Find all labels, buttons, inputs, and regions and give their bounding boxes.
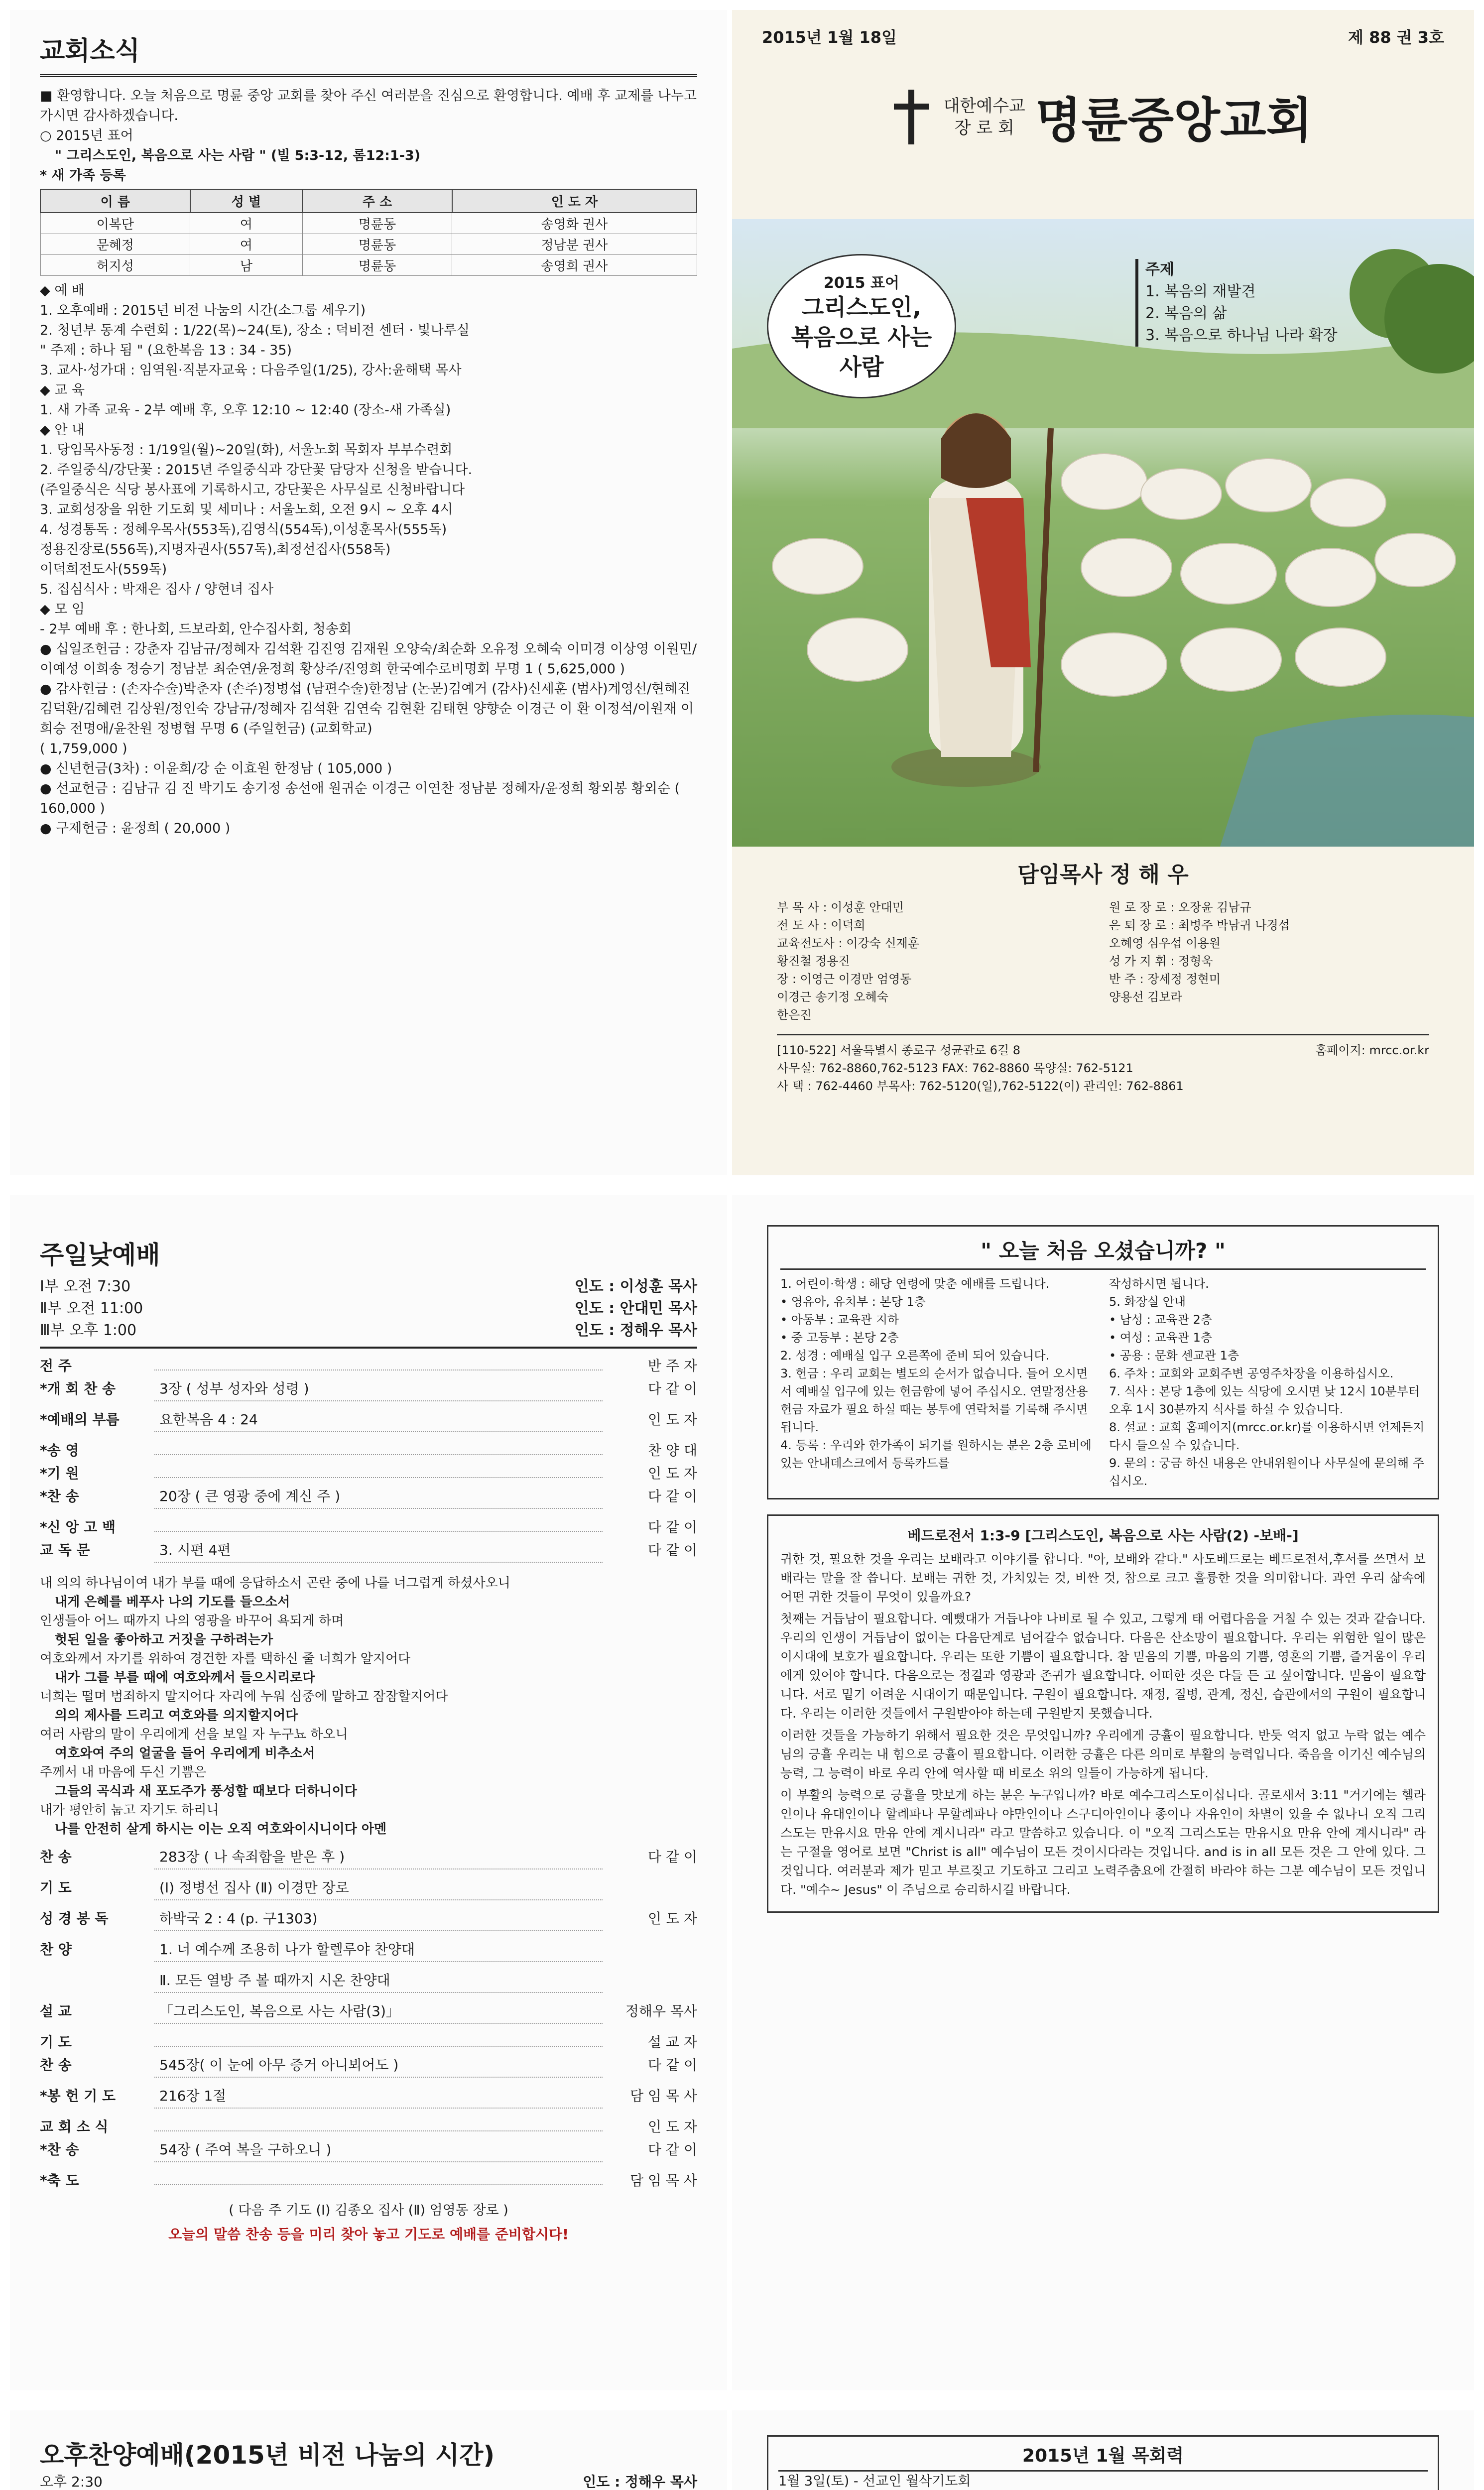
cell: 명륜동 (302, 213, 452, 234)
guide-item: • 중 고등부 : 본당 2층 (780, 1331, 899, 1345)
contact-block (777, 1034, 1429, 1095)
theme-item: 2. 복음의 삶 (1145, 305, 1227, 322)
bulletin-issue: 제 88 권 3호 (1348, 28, 1444, 47)
sunday-service-title: 주일낮예배 (40, 1241, 160, 1269)
newcomer-col-guide: 인 도 자 (452, 189, 697, 213)
guide-item: • 아동부 : 교육관 지하 (780, 1313, 899, 1327)
order-item-detail: (Ⅰ) 정병선 집사 (Ⅱ) 이경만 장로 (154, 1876, 603, 1900)
order-item-label: 찬 송 (40, 1849, 72, 1865)
reading-line: 너희는 떨며 범죄하지 말지어다 자리에 누워 심중에 말하고 잠잠할지어다 (40, 1689, 448, 1704)
church-news-title: 교회소식 (40, 36, 140, 66)
order-item-label: *봉 헌 기 도 (40, 2088, 116, 2104)
news-item: ● 선교헌금 : 김남규 김 진 박기도 송기정 송선애 원귀순 이경근 이연찬 정남분 정혜자/윤정희 황외봉 황외순 ( 160,000 ) (40, 781, 680, 816)
order-of-service (40, 1355, 697, 1570)
service-time: Ⅰ부 오전 7:30 (40, 1278, 131, 1295)
news-item: 1. 오후예배 : 2015년 비전 나눔의 시간(소그룹 세우기) (40, 303, 366, 318)
denomination-top: 대한예수교 (943, 96, 1025, 116)
order-item-leader: 다 같 이 (648, 1488, 697, 1504)
order-item-label: *기 원 (40, 1465, 79, 1482)
order-row (40, 1355, 697, 1377)
order-row (40, 1439, 697, 1462)
denomination (944, 95, 1025, 139)
reading-line: 인생들아 어느 때까지 나의 영광을 바꾸어 욕되게 하며 (40, 1614, 344, 1628)
order-row (40, 2116, 697, 2138)
church-phones: 사무실: 762-8860,762-5123 FAX: 762-8860 목양실: 762-5121 (777, 1061, 1133, 1075)
order-item-leader: 담 임 목 사 (630, 2088, 697, 2104)
order-item-label: 찬 송 (40, 2057, 72, 2073)
order-item-leader: 인 도 자 (648, 2118, 697, 2135)
guide-item: 4. 등록 : 우리와 한가족이 되기를 원하시는 분은 2층 로비에 있는 안내데스크에서 등록카드를 (780, 1438, 1092, 1470)
sheep-icon (1081, 538, 1172, 597)
news-item: 2. 청년부 동계 수련회 : 1/22(목)~24(토), 장소 : 덕비전 센터 · 빛나루실 (40, 323, 470, 338)
order-item-leader (603, 1938, 697, 1969)
reading-line: 주께서 내 마음에 두신 기쁨은 (40, 1765, 207, 1780)
order-item-detail: 3장 ( 성부 성자와 성령 ) (154, 1377, 603, 1401)
panel-church-news (10, 10, 727, 1175)
guide-item: 8. 설교 : 교회 홈페이지(mrcc.or.kr)를 이용하시면 언제든지 다시 들으실 수 있습니다. (1109, 1420, 1425, 1452)
newcomer-col-name: 이 름 (40, 189, 190, 213)
cell: 이복단 (40, 213, 190, 234)
guide-item: 작성하시면 됩니다. (1109, 1277, 1209, 1291)
order-row (40, 1539, 697, 1570)
motto-line-2: 복음으로 사는 (791, 324, 932, 351)
reading-line: 내가 그를 부를 때에 여호와께서 들으시리로다 (55, 1670, 315, 1685)
sheep-icon (807, 618, 908, 682)
staff-item: 부 목 사 : 이성훈 안대민 (777, 900, 904, 914)
order-item-detail: 54장 ( 주여 복을 구하오니 ) (154, 2138, 603, 2162)
bulletin-date: 2015년 1월 18일 (762, 28, 897, 47)
order-item-detail (154, 1516, 603, 1532)
staff-item: 한은진 (777, 1008, 812, 1022)
order-item-detail: 1. 너 예수께 조용히 나가 할렐루야 찬양대 (154, 1938, 603, 1962)
order-item-label: 찬 양 (40, 1941, 72, 1958)
staff-item: 양용선 김보라 (1109, 990, 1182, 1004)
cell: 여 (190, 213, 303, 234)
service-time: Ⅱ부 오전 11:00 (40, 1300, 143, 1317)
news-item: ● 신년헌금(3차) : 이윤희/강 순 이효원 한정남 ( 105,000 ) (40, 761, 392, 776)
sermon-paragraph: 이 부활의 능력으로 긍휼을 맛보게 하는 분은 누구입니까? 바로 예수그리스도이십니다. 골로새서 3:11 "거기에는 헬라인이나 유대인이나 할례파나 무할례파나 야만인이나 스구디아인이나 종이나 자유인이 차별이 있을 수 없나니 오직 그리스도는 만유시요 만유 안에 계시니라" 라고 말씀하고 있습니다. 이 "오직 그리스도는 만유시요 만유 안에 계시니라" 라는 구절을 영어로 보면 "Christ is all" 예수님이 모든 것이시다라는 것입니다. and is in all 모든 것은 그 안에 있다. 그것입니다. 여러분과 제가 믿고 부르짖고 기도하고 그리고 노력주춤요에 간절히 바라야 하는 그분 예수님이 모든 것입니다. "예수~ Jesus" 이 주님으로 승리하시길 바랍니다. (780, 1788, 1426, 1897)
staff-item: 원 로 장 로 : 오장윤 김남규 (1109, 900, 1251, 914)
order-item-label: *개 회 찬 송 (40, 1380, 116, 1397)
cover-header (732, 10, 1474, 48)
reading-line: 내게 은혜를 베푸사 나의 기도를 들으소서 (55, 1595, 290, 1610)
order-item-detail (154, 1355, 603, 1370)
cell: 명륜동 (302, 234, 452, 255)
guide-item: 5. 화장실 안내 (1109, 1295, 1186, 1309)
order-item-detail: 요한복음 4 : 24 (154, 1408, 603, 1432)
theme-item: 3. 복음으로 하나님 나라 확장 (1145, 327, 1338, 344)
news-item: 이덕희전도사(559독) (40, 562, 167, 577)
news-item: ◆ 안 내 (40, 422, 85, 438)
staff-item: 은 퇴 장 로 : 최병주 박남귀 나경섭 (1109, 918, 1290, 932)
shepherd-illustration (732, 219, 1474, 847)
order-item-label: 전 주 (40, 1358, 72, 1374)
news-item: 정용진장로(556독),지명자권사(557독),최정선집사(558독) (40, 542, 391, 557)
order-item-leader: 다 같 이 (648, 1542, 697, 1558)
order-row (40, 2031, 697, 2054)
order-item-leader: 다 같 이 (648, 2057, 697, 2073)
reading-line: 여호와께서 자기를 위하여 경건한 자를 택하신 줄 너희가 알지어다 (40, 1651, 411, 1666)
cell: 송영화 권사 (452, 213, 697, 234)
theme-item: 1. 복음의 재발견 (1145, 283, 1256, 300)
news-item: " 주제 : 하나 됨 " (요한복음 13 : 34 - 35) (40, 343, 292, 358)
order-item-label: 성 경 봉 독 (40, 1910, 109, 1927)
order-item-label: 기 도 (40, 2034, 72, 2050)
order-item-leader: 인 도 자 (648, 1411, 697, 1428)
order-row (40, 1485, 697, 1516)
sheep-icon (1180, 627, 1282, 692)
staff-list (777, 898, 1429, 1024)
sheep-icon (1225, 458, 1312, 512)
guide-item: • 여성 : 교육관 1층 (1109, 1331, 1213, 1345)
afternoon-service-head (40, 2471, 697, 2490)
order-row (40, 2085, 697, 2116)
church-logo (732, 83, 1474, 151)
order-row (40, 1377, 697, 1408)
reading-line: 여러 사람의 말이 우리에게 선을 보일 자 누구뇨 하오니 (40, 1727, 348, 1742)
news-item: ◆ 교 육 (40, 382, 85, 398)
news-item: 2. 주일중식/강단꽃 : 2015년 주일중식과 강단꽃 담당자 신청을 받습니다. (40, 462, 473, 478)
staff-item: 교육전도사 : 이강숙 신재훈 (777, 936, 919, 950)
church-homepage[interactable]: 홈페이지: mrcc.or.kr (1315, 1043, 1429, 1057)
order-item-leader: 다 같 이 (648, 2141, 697, 2158)
guide-item: • 남성 : 교육관 2층 (1109, 1313, 1213, 1327)
staff-item: 전 도 사 : 이덕희 (777, 918, 866, 932)
order-item-leader: 인 도 자 (648, 1910, 697, 1927)
first-visit-columns (780, 1275, 1426, 1490)
first-visit-right (1109, 1275, 1426, 1490)
order-item-leader: 설 교 자 (648, 2034, 697, 2050)
sheep-icon (1140, 468, 1222, 520)
guide-item: • 영유아, 유치부 : 본당 1층 (780, 1295, 926, 1309)
service-leader: 인도 : 이성훈 목사 (574, 1278, 697, 1295)
table-row (40, 213, 697, 234)
senior-pastor: 담임목사 정 해 우 (1017, 862, 1189, 887)
sheep-icon (1310, 478, 1386, 527)
news-item: 1. 당임목사동정 : 1/19일(월)~20일(화), 서울노회 목회자 부부수련회 (40, 442, 453, 458)
guide-item: 9. 문의 : 궁금 하신 내용은 안내위원이나 사무실에 문의해 주십시오. (1109, 1456, 1424, 1488)
calendar-title: 2015년 1월 목회력 (778, 2442, 1428, 2472)
cell: 남 (190, 255, 303, 276)
table-row (40, 234, 697, 255)
guide-item: 1. 어린이·학생 : 해당 연령에 맞춘 예배를 드립니다. (780, 1277, 1050, 1291)
calendar-box (767, 2435, 1439, 2490)
staff-item: 이경근 송기정 오혜숙 (777, 990, 888, 1004)
order-item-leader: 담 임 목 사 (630, 2172, 697, 2189)
news-item: ● 구제헌금 : 윤정희 ( 20,000 ) (40, 821, 231, 836)
guide-item: 3. 헌금 : 우리 교회는 별도의 순서가 없습니다. 들어 오시면서 예배실 입구에 있는 헌금함에 넣어 주십시오. 연말정산용 헌금 자료가 필요 하실 때는 봉투에 연락처를 기록해 주시면 됩니다. (780, 1367, 1088, 1434)
motto-badge (767, 254, 956, 398)
order-item-label: 교 독 문 (40, 1542, 90, 1558)
sheep-icon (772, 538, 864, 595)
staff-block (732, 857, 1474, 1095)
order-item-leader: 정해우 목사 (625, 2003, 697, 2019)
first-visit-box (767, 1225, 1439, 1499)
church-address: [110-522] 서울특별시 종로구 성균관로 6길 8 (777, 1043, 1021, 1057)
order-item-detail: 하박국 2 : 4 (p. 구1303) (154, 1907, 603, 1931)
order-row (40, 2138, 697, 2169)
order-row (40, 2169, 697, 2192)
newcomer-col-sex: 성 별 (190, 189, 303, 213)
order-item-detail (154, 2116, 603, 2131)
order-row (40, 1462, 697, 1485)
order-item-label: 기 도 (40, 1879, 72, 1896)
staff-item: 황진철 정용진 (777, 954, 850, 968)
first-visit-left (780, 1275, 1097, 1490)
reading-line: 여호와여 주의 얼굴을 들어 우리에게 비추소서 (55, 1746, 315, 1761)
sermon-box (767, 1514, 1439, 1913)
order-item-label: *예배의 부름 (40, 1411, 120, 1428)
cross-icon (894, 90, 929, 144)
reading-line: 헛된 일을 좋아하고 거짓을 구하려는가 (55, 1632, 273, 1647)
sermon-title: 베드로전서 1:3-9 [그리스도인, 복음으로 사는 사람(2) -보배-] (907, 1527, 1299, 1544)
panel-calendar-missions (732, 2410, 1474, 2490)
table-row (40, 255, 697, 276)
calendar-list (778, 2472, 1428, 2490)
sheep-icon (1180, 543, 1277, 605)
order-item-leader: 다 같 이 (648, 1380, 697, 1397)
order-item-detail (154, 1439, 603, 1455)
service-time: Ⅲ부 오후 1:00 (40, 1322, 137, 1339)
reading-line: 나를 안전히 살게 하시는 이는 오직 여호와이시니이다 아멘 (55, 1822, 387, 1837)
panel-welcome-sermon (732, 1195, 1474, 2390)
order-item-detail: 「그리스도인, 복음으로 사는 사람(3)」 (154, 2000, 603, 2024)
title-divider (40, 74, 697, 77)
news-item: ● 감사헌금 : (손자수술)박춘자 (손주)정병섭 (남편수술)한정남 (논문)김예거 (감사)신세훈 (범사)계영선/현혜진 김덕환/김혜련 김상원/정인숙 강남규/정혜자 김석환 김연숙 김현환 김태현 양향순 이경근 이 환 이정석/이원재 이희승 전명애/윤찬원 정병협 무명 6 (주일헌금) (교회학교) (40, 681, 694, 737)
order-row (40, 1938, 697, 1969)
order-item-label: 교 회 소 식 (40, 2118, 109, 2135)
sermon-text (780, 1550, 1426, 1899)
preparation-notice: 오늘의 말씀 찬송 등을 미리 찾아 놓고 기도로 예배를 준비합시다! (168, 2226, 569, 2242)
order-item-label: *신 앙 고 백 (40, 1519, 116, 1535)
motto-year: 2015 표어 (824, 274, 899, 292)
cell: 문혜정 (40, 234, 190, 255)
news-item: 1. 새 가족 교육 - 2부 예배 후, 오후 12:10 ~ 12:40 (장소-새 가족실) (40, 402, 451, 418)
theme-block (1135, 259, 1338, 347)
order-row (40, 2054, 697, 2085)
sermon-paragraph: 첫째는 거듭남이 필요합니다. 예뻤대가 거듭나야 나비로 될 수 있고, 그렇게 태 어렵다음을 거칠 수 있는 것과 같습니다. 우리의 인생이 거듭남이 없이는 다음단계로 넘어갈수 없습니다. 다음은 산소망이 필요합니다. 우리는 위험한 일이 많은 이시대에 보호가 필요합니다. 우리는 또한 기쁨이 필요합니다. 참 믿음의 기쁨, 마음의 기쁨, 영혼의 기쁨, 즐거움이 우리에게 있어야 합니다. 다음으로는 정결과 영광과 존귀가 필요합니다. 어떠한 것은 다들 든 고 싶어합니다. 믿음이 필요합니다. 서로 밑기 어려운 시대이기 때문입니다. 구원이 필요합니다. 재정, 질병, 관계, 정신, 습관에서의 구원이 필요합니다. 우리는 이러한 것들에서 구원받아야 하는데 구원받지 못했습니다. (780, 1612, 1426, 1721)
order-item-leader: 다 같 이 (648, 1849, 697, 1865)
first-visit-title: " 오늘 처음 오셨습니까? " (780, 1235, 1426, 1270)
order-item-leader: 다 같 이 (648, 1519, 697, 1535)
order-item-detail: 20장 ( 큰 영광 중에 계신 주 ) (154, 1485, 603, 1509)
news-item: (주일중식은 식당 봉사표에 기록하시고, 강단꽃은 사무실로 신청바랍니다 (40, 482, 465, 498)
order-item-detail (154, 2169, 603, 2185)
news-item: ● 십일조헌금 : 강춘자 김남규/정혜자 김석환 김진영 김재원 오양숙/최순화 오유정 오혜숙 이미경 이상영 이원민/이예성 이희송 정승기 정남분 최순연/윤정희 황상주/진영희 한국예수로비명회 무명 1 ( 5,625,000 ) (40, 641, 697, 677)
panel-afternoon-wednesday (10, 2410, 727, 2490)
cell: 허지성 (40, 255, 190, 276)
afternoon-leader: 인도 : 정해우 목사 (583, 2474, 697, 2490)
order-row (40, 1846, 697, 1876)
newcomer-title: * 새 가족 등록 (40, 168, 126, 183)
service-leader: 인도 : 안대민 목사 (574, 1300, 697, 1317)
year-motto-text: " 그리스도인, 복음으로 사는 사람 " (빌 5:3-12, 롬12:1-3) (55, 148, 421, 163)
order-item-detail: 283장 ( 나 속죄함을 받은 후 ) (154, 1846, 603, 1869)
order-item-leader: 반 주 자 (648, 1358, 697, 1374)
news-list (40, 281, 697, 839)
theme-title: 주제 (1145, 261, 1174, 278)
news-item: ◆ 예 배 (40, 283, 85, 298)
service-leader: 인도 : 정해우 목사 (574, 1322, 697, 1339)
year-motto-title: ○ 2015년 표어 (40, 128, 133, 143)
order-item-label: *송 영 (40, 1442, 79, 1459)
next-week-prayer: ( 다음 주 기도 (Ⅰ) 김종오 집사 (Ⅱ) 엄영동 장로 ) (229, 2203, 508, 2218)
sermon-paragraph: 이러한 것들을 가능하기 위해서 필요한 것은 무엇입니까? 우리에게 긍휼이 필요합니다. 반듯 억지 없고 누락 없는 예수님의 긍휼 우리는 내 힘으로 긍휼이 필요합니다. 이러한 긍휼은 다른 의미로 부활의 능력입니다. 죽음을 이기신 예수님의 능력, 그 능력이 바로 우리 안에 역사할 때 비로소 위의 일들이 가능하게 됩니다. (780, 1728, 1426, 1780)
panel-cover (732, 10, 1474, 1175)
church-name: 명륜중앙교회 (1035, 92, 1313, 148)
order-row (40, 1907, 697, 1938)
order-item-label (40, 1969, 154, 2000)
guide-item: 7. 식사 : 본당 1층에 있는 식당에 오시면 낮 12시 10분부터 오후 1시 30분까지 식사를 하실 수 있습니다. (1109, 1384, 1420, 1416)
sheep-icon (1374, 533, 1456, 587)
staff-item: 성 가 지 휘 : 정형욱 (1109, 954, 1213, 968)
news-item: ( 1,759,000 ) (40, 741, 127, 756)
afternoon-service-title: 오후찬양예배(2015년 비전 나눔의 시간) (40, 2441, 495, 2470)
order-item-detail (154, 2031, 603, 2047)
sheep-icon (1061, 632, 1167, 697)
order-item-label: *찬 송 (40, 1488, 79, 1504)
order-row (40, 1516, 697, 1539)
guide-item: 2. 성경 : 예배실 입구 오른쪽에 준비 되어 있습니다. (780, 1349, 1050, 1363)
sermon-paragraph: 귀한 것, 필요한 것을 우리는 보배라고 이야기를 합니다. "아, 보배와 같다." 사도베드로는 베드로전서,후서를 쓰면서 보배라는 말을 잘 씁니다. 보배는 귀한 것, 가치있는 것, 비싼 것, 참으로 크고 훌륭한 것을 의미합니다. 과연 우리 삶속에 어떤 귀한 것들이 무엇이 있을까요? (780, 1552, 1426, 1604)
order-item-leader: 인 도 자 (648, 1465, 697, 1482)
order-row (40, 1876, 697, 1907)
sheep-icon (1061, 453, 1147, 510)
cell: 명륜동 (302, 255, 452, 276)
newcomer-col-address: 주 소 (302, 189, 452, 213)
cell: 정남분 권사 (452, 234, 697, 255)
order-item-label: *축 도 (40, 2172, 79, 2189)
responsive-reading (40, 1574, 697, 1839)
order-row (40, 1408, 697, 1439)
reading-line: 그들의 곡식과 새 포도주가 풍성할 때보다 더하니이다 (55, 1784, 357, 1799)
news-item: ◆ 모 임 (40, 602, 85, 617)
sheep-icon (1285, 548, 1376, 607)
news-item: 4. 성경통독 : 정혜우목사(553독),김영식(554독),이성훈목사(555독) (40, 522, 447, 537)
news-item: - 2부 예배 후 : 한나회, 드보라회, 안수집사회, 청송회 (40, 622, 352, 637)
panel-sunday-service (10, 1195, 727, 2390)
motto-line-3: 사람 (839, 354, 884, 380)
order-item-detail: 545장( 이 눈에 아무 증거 아니뵈어도 ) (154, 2054, 603, 2078)
cell: 여 (190, 234, 303, 255)
staff-item: 반 주 : 장세정 정현미 (1109, 972, 1221, 986)
service-times (40, 1276, 697, 1349)
order-item-label: 설 교 (40, 2003, 72, 2019)
order-item-detail: 216장 1절 (154, 2085, 603, 2109)
calendar-item: 1월 3일(토) - 선교인 월삭기도회 (778, 2474, 971, 2489)
guide-item: • 공용 : 문화 센교관 1층 (1109, 1349, 1239, 1363)
order-item-detail: 3. 시편 4편 (154, 1539, 603, 1563)
news-item: 5. 집심식사 : 박재은 집사 / 양현녀 집사 (40, 582, 274, 597)
staff-item: 오혜영 심우섭 이용원 (1109, 936, 1221, 950)
staff-item: 장 : 이영근 이경만 엄영동 (777, 972, 912, 986)
order-item-leader: 찬 양 대 (648, 1442, 697, 1459)
welcome-text: ■ 환영합니다. 오늘 처음으로 명륜 중앙 교회를 찾아 주신 여러분을 진심으로 환영합니다. 예배 후 교제를 나누고 가시면 감사하겠습니다. (40, 88, 697, 124)
reading-line: 내 의의 하나님이여 내가 부를 때에 응답하소서 곤란 중에 나를 너그럽게 하셨사오니 (40, 1576, 510, 1591)
sheep-icon (1295, 627, 1386, 687)
order-row (40, 1969, 697, 2000)
reading-line: 의의 제사를 드리고 여호와를 의지할지어다 (55, 1708, 298, 1723)
news-item: 3. 교사·성가대 : 임역원·직분자교육 : 다음주일(1/25), 강사:윤해택 목사 (40, 363, 462, 378)
order-item-detail: Ⅱ. 모든 열방 주 볼 때까지 시온 찬양대 (154, 1969, 603, 1993)
reading-line: 내가 평안히 눕고 자기도 하리니 (40, 1803, 219, 1818)
order-item-detail (154, 1462, 603, 1478)
afternoon-time: 오후 2:30 (40, 2474, 103, 2490)
order-item-leader (603, 1969, 697, 2000)
order-row (40, 2000, 697, 2031)
church-phones-2: 사 택 : 762-4460 부목사: 762-5120(일),762-5122(이) 관리인: 762-8861 (777, 1079, 1184, 1093)
order-of-service-2 (40, 1846, 697, 2192)
guide-item: 6. 주차 : 교회와 교회주변 공영주차장을 이용하십시오. (1109, 1367, 1394, 1380)
newcomer-table (40, 189, 697, 276)
cell: 송영희 권사 (452, 255, 697, 276)
denomination-bottom: 장 로 회 (954, 118, 1014, 138)
motto-line-1: 그리스도인, (802, 294, 921, 321)
news-item: 3. 교회성장을 위한 기도회 및 세미나 : 서울노회, 오전 9시 ~ 오후 4시 (40, 502, 453, 517)
order-item-leader (603, 1876, 697, 1907)
order-item-label: *찬 송 (40, 2141, 79, 2158)
